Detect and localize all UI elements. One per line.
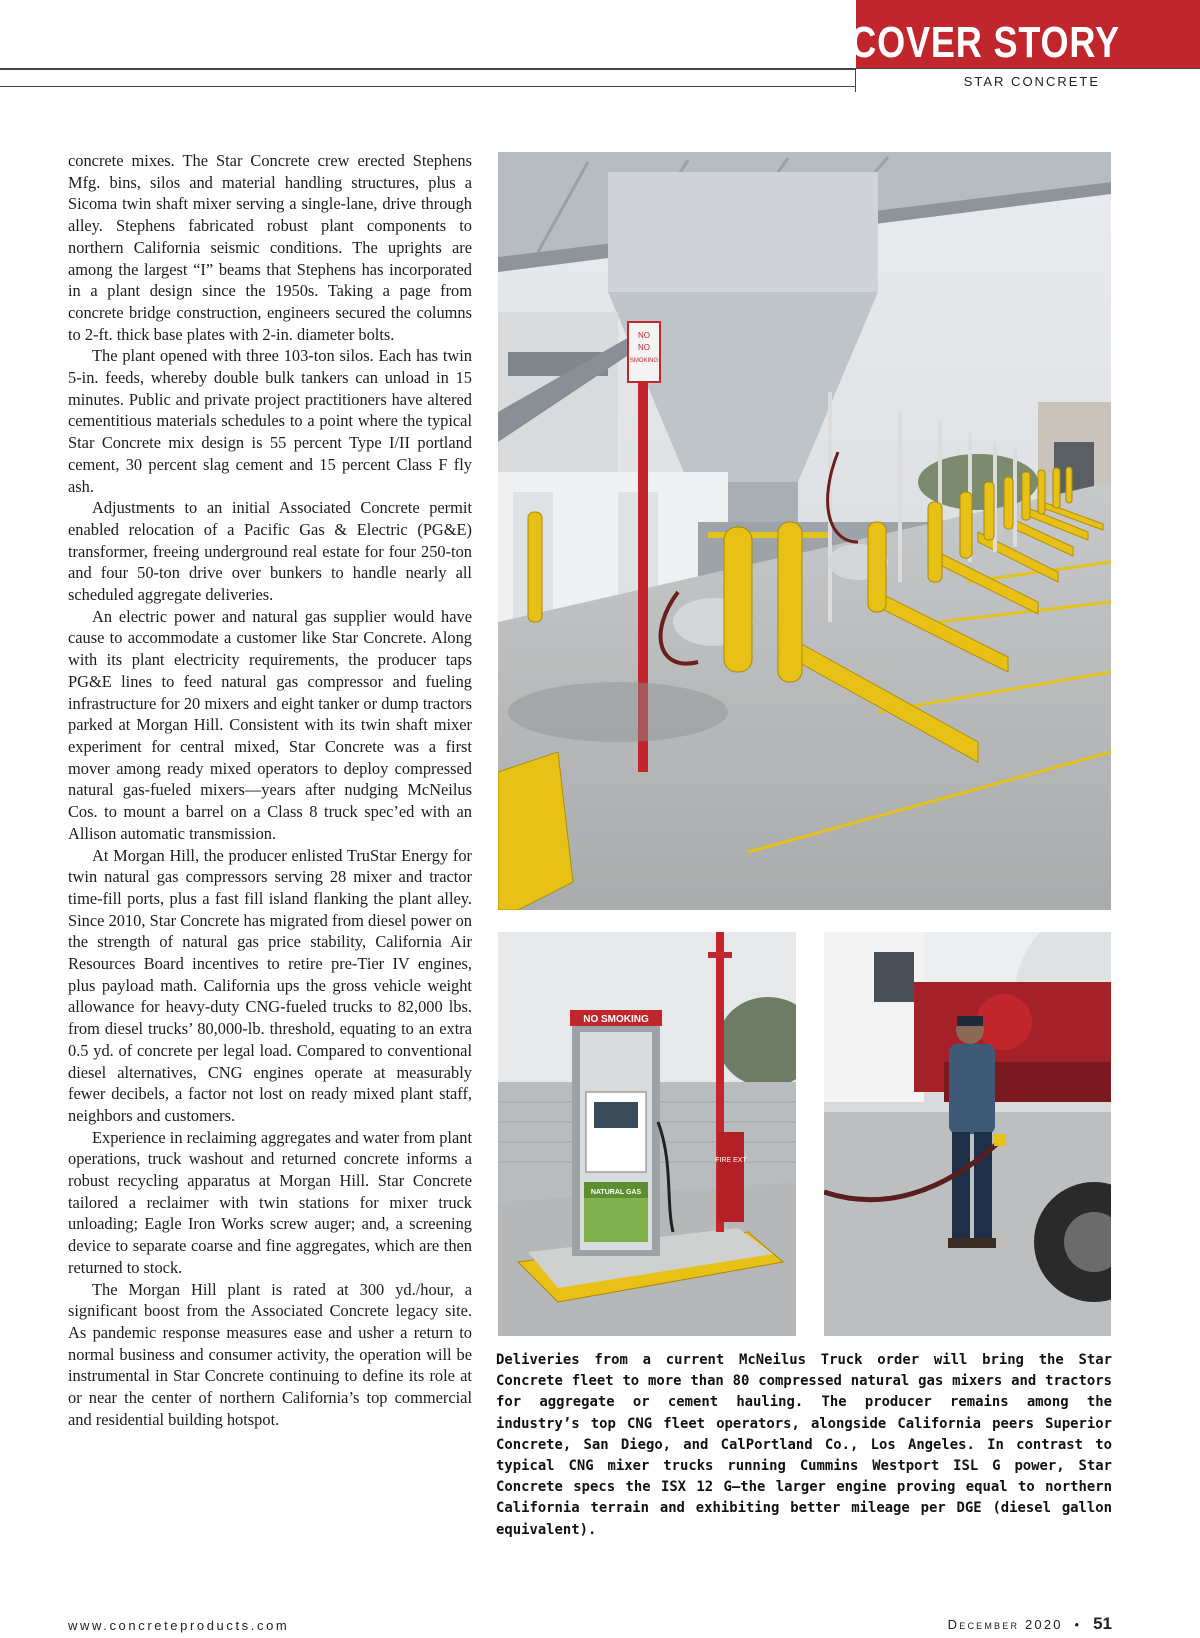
footer-website: www.concreteproducts.com: [68, 1618, 290, 1633]
truck-fueling-photo: [824, 932, 1111, 1336]
article-paragraph: An electric power and natural gas supplier would have cause to accommodate a customer like Star Concrete. Along with its plant electricity requirements, the producer taps PG&E lines to feed natural gas compressor and fueling infrastructure for 20 mixers and eight tanker or dump tractors parked at Morgan Hill. Consistent with its twin shaft mixer experiment for central mixed, Star Concrete was a first mover among ready mixed operators to deploy compressed natural gas-fueled mixers—years after nudging McNeilus Cos. to mount a barrel on a Class 8 truck spec’ed with an Allison automatic transmission.: [68, 606, 472, 843]
sign-text: NO: [638, 343, 650, 352]
header-rule-right: [856, 68, 1200, 69]
sign-text: SMOKING: [629, 358, 659, 364]
article-column: [68, 150, 472, 1430]
footer-bullet: •: [1074, 1617, 1082, 1632]
section-title: COVER STORY: [850, 18, 1120, 67]
article-paragraph: Adjustments to an initial Associated Concrete permit enabled relocation of a Pacific Gas & Electric (PG&E) transformer, freeing underground real estate for four 250-ton and four 50-ton drive over bunkers to handle nearly all scheduled aggregate deliveries.: [68, 498, 472, 605]
section-subtitle: STAR CONCRETE: [963, 74, 1100, 89]
cng-dispenser-photo: [498, 932, 796, 1336]
plant-fueling-photo: [498, 152, 1111, 910]
header-divider: [855, 68, 856, 92]
photo-caption: Deliveries from a current McNeilus Truck order will bring the Star Concrete fleet to more than 80 compressed natural gas mixers and tractors for aggregate or cement hauling. The producer remains among the industry’s top CNG fleet operators, alongside California peers Superior Concrete, San Diego, and CalPortland Co., Los Angeles. In contrast to typical CNG mixer trucks running Cummins Westport ISL G power, Star Concrete specs the ISX 12 G—the larger engine proving equal to northern California terrain and exhibiting better mileage per DGE (diesel gallon equivalent).: [496, 1352, 1112, 1538]
page-number: 51: [1093, 1614, 1112, 1633]
sign-text: NO: [638, 331, 650, 340]
no-smoking-sign: NO SMOKING: [583, 1014, 649, 1025]
article-paragraph: Experience in reclaiming aggregates and water from plant operations, truck washout and returned concrete informs a robust recycling apparatus at Morgan Hill. Star Concrete tailored a reclaimer with twin stations for mixer truck unloading; Eagle Iron Works screw auger; and, a screening device to separate coarse and fine aggregates, which are then returned to stock.: [68, 1127, 473, 1277]
header-rule-top: [0, 68, 855, 70]
footer-issue: December 2020: [947, 1617, 1063, 1632]
article-paragraph: concrete mixes. The Star Concrete crew erected Stephens Mfg. bins, silos and material handling structures, plus a Sicoma twin shaft mixer serving a single-lane, drive through alley. Stephens fabricated robust plant components to northern California seismic conditions. The uprights are among the largest “I” beams that Stephens has incorporated in a plant design since the 1950s. Taking a page from concrete bridge construction, engineers secured the columns to 2-ft. thick base plates with 2-in. diameter bolts.: [68, 151, 472, 344]
footer-issue-page: [948, 1614, 1112, 1634]
article-paragraph: The Morgan Hill plant is rated at 300 yd./hour, a significant boost from the Associated Concrete legacy site. As pandemic response measures ease and usher a return to normal business and consumer activity, the operation will be instrumental in Star Concrete continuing to define its role at or near the center of northern California’s top commercial and residential building hotspot.: [68, 1279, 472, 1429]
article-paragraph: The plant opened with three 103-ton silos. Each has twin 5-in. feeds, whereby double bulk tankers can unload in 15 minutes. Public and private project practitioners have altered cementitious materials schedules to a point where the typical Star Concrete mix design is 55 percent Type I/II portland cement, 30 percent slag cement and 15 percent Class F fly ash.: [68, 346, 472, 496]
fire-ext-label: FIRE EXT: [715, 1157, 747, 1164]
article-paragraph: At Morgan Hill, the producer enlisted TruStar Energy for twin natural gas compressors serving 28 mixer and tractor time-fill ports, plus a fast fill island flanking the plant alley. Since 2010, Star Concrete has migrated from diesel power on the strength of natural gas price stability, California Air Resources Board incentives to retire pre-Tier IV engines, plus payload math. California ups the gross vehicle weight allowance for heavy-duty CNG-fueled trucks to 82,000 lbs. from diesel trucks’ 80,000-lb. threshold, equating to an extra 0.5 yd. of concrete per legal load. Compared to conventional diesel alternatives, CNG engines operate at measurably fewer decibels, a factor not lost on ready mixed plant staff, neighbors and customers.: [68, 845, 472, 1125]
header-rule-bottom: [0, 86, 855, 87]
natural-gas-label: NATURAL GAS: [590, 1189, 642, 1196]
